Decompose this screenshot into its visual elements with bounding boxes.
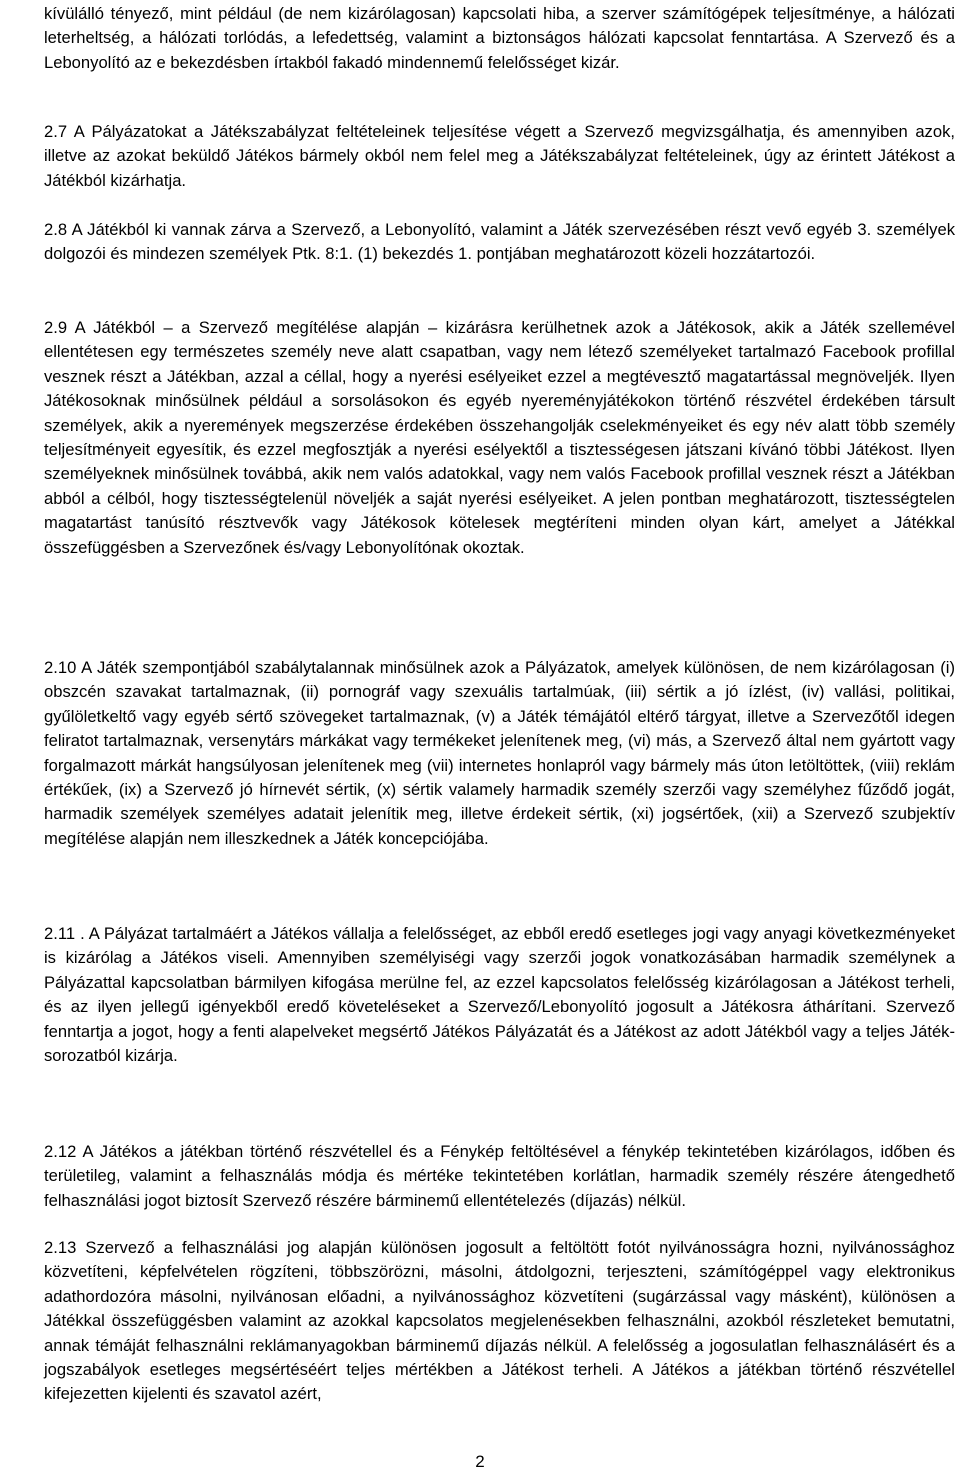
section-2-12 xyxy=(44,1140,955,1213)
section-2-13 xyxy=(44,1236,955,1407)
section-number: 2.12 xyxy=(44,1142,77,1161)
section-text: Szervező a felhasználási jog alapján különösen jogosult a feltöltött fotót nyilvánosságra hozni, nyilvánossághoz közvetíteni, képfelvételen rögzíteni, többszörözni, másolni, átdolgozni, terjeszteni, számítógéppel vagy elektronikus adathordozóra másolni, nyilvánosan előadni, a nyilvánossághoz közvetíteni (sugárzással vagy másként), különösen a Játékkal összefüggésben valamint az azokkal kapcsolatos megjelenésekben felhasználni, azokból részleteket bemutatni, annak témáját felhasználni reklámanyagokban bárminemű díjazás nélkül. A felelősség a jogosulatlan felhasználásért és a jogszabályok esetleges megsértéséért teljes mértékben a Játékost terheli. A Játékos a játékban történő részvétellel kifejezetten kijelenti és szavatol azért, xyxy=(44,1238,955,1404)
section-2-7 xyxy=(44,120,955,193)
section-text: A Pályázatokat a Játékszabályzat feltételeinek teljesítése végett a Szervező megvizsgálhatja, és amennyiben azok, illetve az azokat beküldő Játékos bármely okból nem felel meg a Játékszabályzat feltételeinek, úgy az érintett Játékost a Játékból kizárhatja. xyxy=(44,122,955,190)
section-text: A Játék szempontjából szabálytalannak minősülnek azok a Pályázatok, amelyek különösen, de nem kizárólagosan (i) obszcén szavakat tartalmaznak, (ii) pornográf vagy szexuális tartalmúak, (iii) sértik a jó ízlést, (iv) vallási, politikai, gyűlöletkeltő vagy egyéb sértő szövegeket tartalmaznak, (v) a Játék témájától eltérő tárgyat, illetve a Szervezőtől idegen feliratot tartalmaznak, versenytárs márkákat vagy termékeket jelenítenek meg, (vi) más, a Szervező által nem gyártott vagy forgalmazott márkát hangsúlyosan jelenítenek meg (vii) internetes honlapról vagy bármely más úton letöltöttek, (viii) reklám értékűek, (ix) a Szervező jó hírnevét sértik, (x) sértik valamely harmadik személy szerzői vagy személyhez fűződő jogát, harmadik személyek személyes adatait jelenítik meg, illetve érdekeit sértik, (xi) jogsértőek, (xii) a Szervező szubjektív megítélése alapján nem illeszkednek a Játék koncepciójába. xyxy=(44,658,955,848)
section-number: 2.7 xyxy=(44,122,68,141)
section-number: 2.8 xyxy=(44,220,68,239)
section-number: 2.13 xyxy=(44,1238,77,1257)
section-2-9 xyxy=(44,316,955,560)
intro-paragraph: kívülálló tényező, mint például (de nem kizárólagosan) kapcsolati hiba, a szerver számítógépek teljesítménye, a hálózati leterheltség, a hálózati torlódás, a lefedettség, valamint a biztonságos hálózati kapcsolat fenntartása. A Szervező és a Lebonyolító az e bekezdésben írtakból fakadó mindennemű felelősséget kizár. xyxy=(44,4,955,72)
section-text: A Játékos a játékban történő részvétellel és a Fénykép feltöltésével a fénykép tekintetében kizárólagos, időben és területileg, valamint a felhasználás módja és mértéke tekintetében korlátlan, harmadik személy részére átengedhető felhasználási jogot biztosít Szervező részére bárminemű ellentételezés (díjazás) nélkül. xyxy=(44,1142,955,1210)
section-2-10 xyxy=(44,656,955,851)
page-number: 2 xyxy=(475,1452,485,1471)
section-number: 2.10 xyxy=(44,658,77,677)
section-text: A Játékból ki vannak zárva a Szervező, a Lebonyolító, valamint a Játék szervezésében részt vevő egyéb 3. személyek dolgozói és mindezen személyek Ptk. 8:1. (1) bekezdés 1. pontjában meghatározott közeli hozzátartozói. xyxy=(44,220,955,264)
section-2-11 xyxy=(44,922,955,1068)
section-number: 2.11 xyxy=(44,924,76,943)
section-2-8 xyxy=(44,218,955,267)
section-number: 2.9 xyxy=(44,318,68,337)
section-text: . A Pályázat tartalmáért a Játékos vállalja a felelősséget, az ebből eredő esetleges jogi vagy anyagi következményeket is kizárólag a Játékos viseli. Amennyiben személyiségi vagy szerzői jogok vonatkozásában harmadik személynek a Pályázattal kapcsolatban bármilyen kifogása merülne fel, az ezzel kapcsolatos felelősség kizárólagosan a Játékost terheli, és az ilyen jellegű igényekből eredő követeléseket a Szervező/Lebonyolító jogosult a Játékosra áthárítani. Szervező fenntartja a jogot, hogy a fenti alapelveket megsértő Játékos Pályázatát és a Játékost az adott Játékból vagy a teljes Játék-sorozatból kizárja. xyxy=(44,924,955,1066)
section-text: A Játékból – a Szervező megítélése alapján – kizárásra kerülhetnek azok a Játékosok, akik a Játék szellemével ellentétesen egy természetes személy neve alatt csapatban, vagy nem létező személyeket tartalmazó Facebook profillal vesznek részt a Játékban, azzal a céllal, hogy a nyerési esélyeiket ezzel a megtévesztő magatartással megnöveljék. Ilyen Játékosoknak minősülnek például a sorsolásokon és egyéb nyereményjátékokon történő részvétel érdekében társult személyek, akik a nyeremények megszerzése érdekében összehangolják cselekményeiket és egy név alatt több személy teljesítményeit egyesítik, és ezzel megfosztják a nyerési esélyektől a tisztességesen játszani kívánó többi Játékost. Ilyen személyeknek minősülnek továbbá, akik nem valós adatokkal, vagy nem valós Facebook profillal vesznek részt a Játékban abból a célból, hogy tisztességtelenül növeljék a saját nyerési esélyeiket. A jelen pontban meghatározott, tisztességtelen magatartást tanúsító résztvevők vagy Játékosok kötelesek megtéríteni minden olyan kárt, amelyet a Játékkal összefüggésben a Szervezőnek és/vagy Lebonyolítónak okoztak. xyxy=(44,318,955,557)
